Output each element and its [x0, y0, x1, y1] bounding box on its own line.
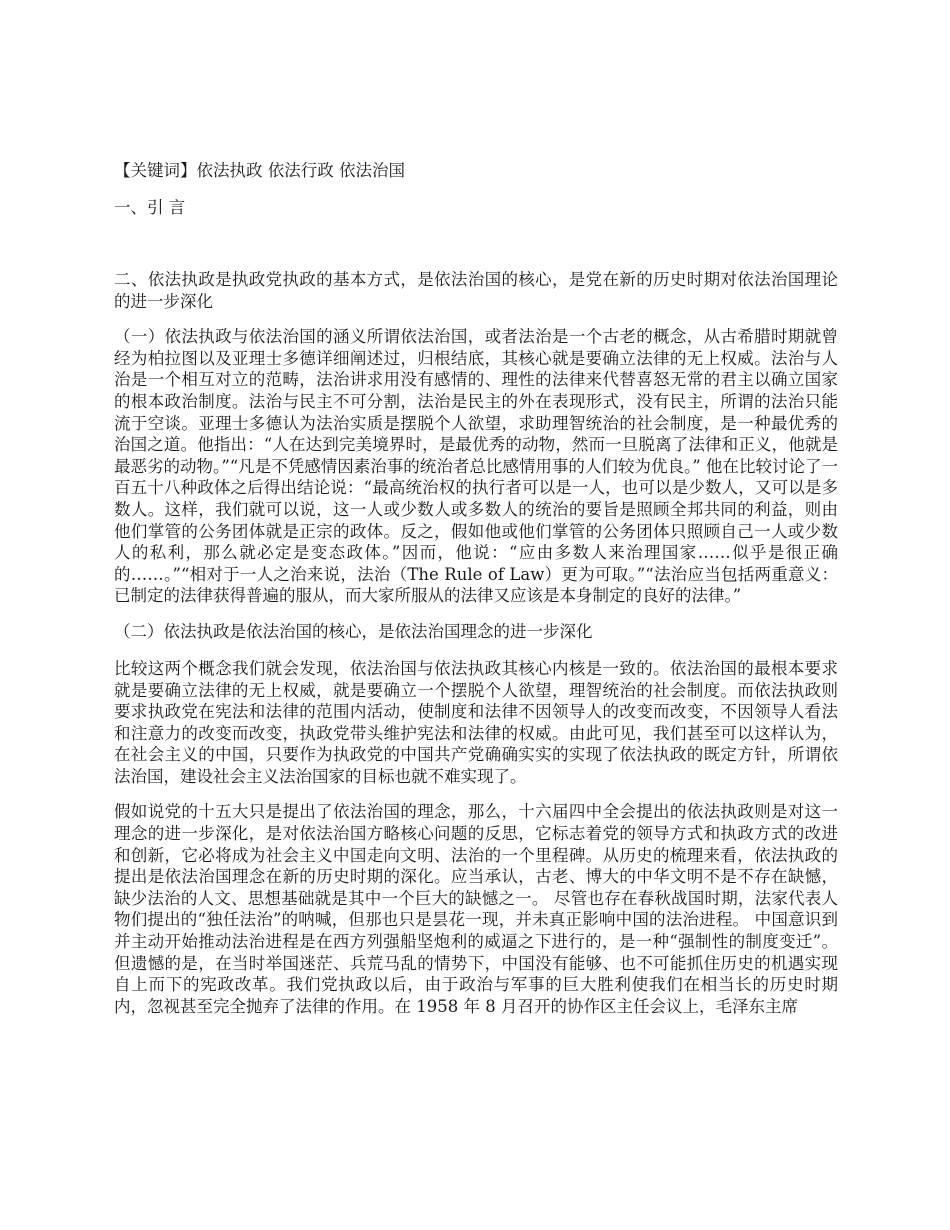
keywords-line: 【关键词】依法执政 依法行政 依法治国	[114, 161, 405, 180]
subsection-2-heading: （二）依法执政是依法治国的核心，是依法治国理念的进一步深化	[114, 621, 593, 641]
section-heading-2: 二、依法执政是执政党执政的基本方式，是依法治国的核心，是党在新的历史时期对依法治国理论的进一步深化	[114, 270, 838, 311]
subsection-2-paragraph-1: 比较这两个概念我们就会发现，依法治国与依法执政其核心内核是一致的。依法治国的最根本要求就是要确立法律的无上权威，就是要确立一个摆脱个人欲望，理智统治的社会制度。而依法执政则要求执政党在宪法和法律的范围内活动，使制度和法律不因领导人的改变而改变，不因领导人看法和注意力的改变而改变，执政党带头维护宪法和法律的权威。由此可见，我们甚至可以这样认为，在社会主义的中国，只要作为执政党的中国共产党确确实实的实现了依法执政的既定方针，所谓依法治国，建设社会主义法治国家的目标也就不难实现了。	[114, 658, 838, 786]
section-heading-introduction: 一、引 言	[114, 198, 186, 217]
subsection-2-paragraph-2: 假如说党的十五大只是提出了依法治国的理念，那么，十六届四中全会提出的依法执政则是对这一理念的进一步深化，是对依法治国方略核心问题的反思，它标志着党的领导方式和执政方式的改进和创新，它必将成为社会主义中国走向文明、法治的一个里程碑。从历史的梳理来看，依法执政的提出是依法治国理念在新的历史时期的深化。应当承认，古老、博大的中华文明不是不存在缺憾，缺少法治的人文、思想基础就是其中一个巨大的缺憾之一。 尽管也存在春秋战国时期，法家代表人物们提出的“独任法治”的呐喊，但那也只是昙花一现，并未真正影响中国的法治进程。 中国意识到并主动开始推动法治进程是在西方列强船坚炮利的威逼之下进行的，是一种“强制性的制度变迁”。 但遗憾的是，在当时举国迷茫、兵荒马乱的情势下，中国没有能够、也不可能抓住历史的机遇实现自上而下的宪政改革。我们党执政以后，由于政治与军事的巨大胜利使我们在相当长的历史时期内，忽视甚至完全抛弃了法律的作用。在 1958 年 8 月召开的协作区主任会议上，毛泽东主席	[114, 802, 838, 1016]
document-body	[114, 160, 838, 1017]
subsection-1-paragraph: （一）依法执政与依法治国的涵义所谓依法治国，或者法治是一个古老的概念，从古希腊时期就曾经为柏拉图以及亚理士多德详细阐述过，归根结底，其核心就是要确立法律的无上权威。法治与人治是一个相互对立的范畴，法治讲求用没有感情的、理性的法律来代替喜怒无常的君主以确立国家的根本政治制度。法治与民主不可分割，法治是民主的外在表现形式，没有民主，所谓的法治只能流于空谈。亚理士多德认为法治实质是摆脱个人欲望，求助理智统治的社会制度，是一种最优秀的治国之道。他指出：“人在达到完美境界时，是最优秀的动物，然而一旦脱离了法律和正义，他就是最恶劣的动物。”“凡是不凭感情因素治事的统治者总比感情用事的人们较为优良。” 他在比较讨论了一百五十八种政体之后得出结论说：“最高统治权的执行者可以是一人，也可以是少数人，又可以是多数人。这样，我们就可以说，这一人或少数人或多数人的统治的要旨是照顾全邦共同的利益，则由他们掌管的公务团体就是正宗的政体。反之，假如他或他们掌管的公务团体只照顾自己一人或少数人的私利，那么就必定是变态政体。”因而，他说：“应由多数人来治理国家……似乎是很正确的……。”“相对于一人之治来说，法治（The Rule of Law）更为可取。”“法治应当包括两重意义：已制定的法律获得普遍的服从，而大家所服从的法律又应该是本身制定的良好的法律。”	[114, 327, 838, 606]
